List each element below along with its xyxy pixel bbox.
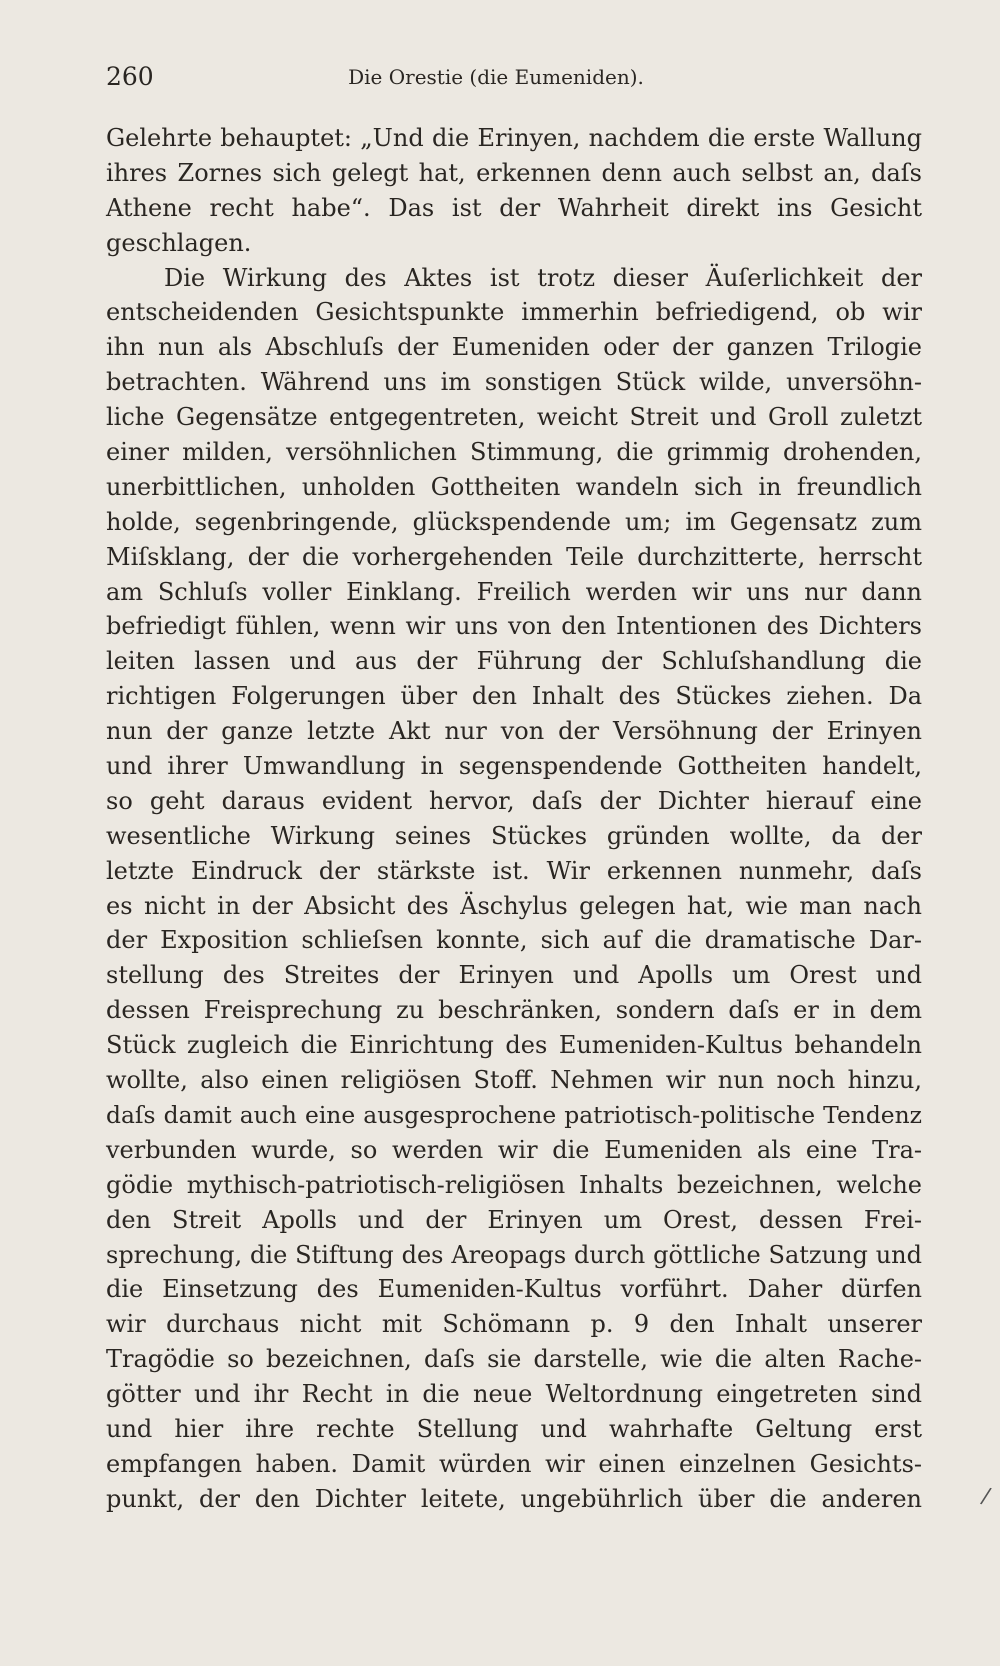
text-line: es nicht in der Absicht des Äschylus gelegen hat, wie man nach (106, 891, 922, 920)
text-line: der Exposition schlieſsen konnte, sich auf die dramatische Dar- (106, 926, 922, 955)
body-text (106, 121, 922, 1517)
text-line: Stück zugleich die Einrichtung des Eumeniden-Kultus behandeln (106, 1031, 922, 1060)
paragraph-start-line: Die Wirkung des Aktes ist trotz dieser Äuſerlichkeit der (164, 263, 922, 292)
page-number: 260 (106, 62, 154, 91)
text-line: liche Gegensätze entgegentreten, weicht Streit und Groll zuletzt (106, 403, 922, 432)
text-line: ihres Zornes sich gelegt hat, erkennen denn auch selbst an, daſs (106, 158, 922, 187)
text-line: Athene recht habe“. Das ist der Wahrheit direkt ins Gesicht (106, 193, 922, 222)
text-line: dessen Freisprechung zu beschränken, sondern daſs er in dem (106, 996, 922, 1025)
text-line: den Streit Apolls und der Erinyen um Orest, dessen Frei- (106, 1205, 922, 1234)
page-header (106, 62, 922, 102)
text-line: leiten lassen und aus der Führung der Schluſshandlung die (106, 647, 922, 676)
text-line: einer milden, versöhnlichen Stimmung, die grimmig drohenden, (106, 438, 922, 467)
text-line: und ihrer Umwandlung in segenspendende Gottheiten handelt, (106, 752, 922, 781)
text-line: daſs damit auch eine ausgesprochene patriotisch-politische Tendenz (106, 1100, 922, 1129)
text-line: Miſsklang, der die vorhergehenden Teile durchzitterte, herrscht (106, 542, 922, 571)
text-line: nun der ganze letzte Akt nur von der Versöhnung der Erinyen (106, 717, 922, 746)
text-line: befriedigt fühlen, wenn wir uns von den Intentionen des Dichters (106, 612, 922, 641)
text-line: so geht daraus evident hervor, daſs der Dichter hierauf eine (106, 786, 922, 815)
text-line: wesentliche Wirkung seines Stückes gründen wollte, da der (106, 821, 922, 850)
text-line: Gelehrte behauptet: „Und die Erinyen, nachdem die erste Wallung (106, 124, 922, 152)
running-title: Die Orestie (die Eumeniden). (348, 65, 644, 89)
text-line: die Einsetzung des Eumeniden-Kultus vorführt. Daher dürfen (106, 1275, 922, 1304)
text-line: geschlagen. (106, 228, 252, 257)
text-line: am Schluſs voller Einklang. Freilich werden wir uns nur dann (106, 577, 922, 606)
text-line: punkt, der den Dichter leitete, ungebührlich über die anderen (106, 1484, 922, 1513)
text-line: holde, segenbringende, glückspendende um; im Gegensatz zum (106, 507, 922, 536)
text-line: entscheidenden Gesichtspunkte immerhin befriedigend, ob wir (106, 298, 922, 327)
text-line: ihn nun als Abschluſs der Eumeniden oder der ganzen Trilogie (106, 333, 922, 362)
text-line: empfangen haben. Damit würden wir einen einzelnen Gesichts- (106, 1449, 922, 1478)
text-line: Tragödie so bezeichnen, daſs sie darstelle, wie die alten Rache- (106, 1345, 922, 1374)
text-line: richtigen Folgerungen über den Inhalt des Stückes ziehen. Da (106, 682, 922, 711)
text-line: wir durchaus nicht mit Schömann p. 9 den Inhalt unserer (106, 1310, 922, 1339)
text-line: unerbittlichen, unholden Gottheiten wandeln sich in freundlich (106, 472, 922, 501)
text-line: verbunden wurde, so werden wir die Eumeniden als eine Tra- (106, 1135, 922, 1164)
text-line: sprechung, die Stiftung des Areopags durch göttliche Satzung und (106, 1240, 922, 1269)
text-line: wollte, also einen religiösen Stoff. Nehmen wir nun noch hinzu, (106, 1066, 922, 1095)
text-line: stellung des Streites der Erinyen und Apolls um Orest und (106, 961, 922, 990)
text-line: betrachten. Während uns im sonstigen Stück wilde, unversöhn- (106, 368, 922, 397)
text-line: götter und ihr Recht in die neue Weltordnung eingetreten sind (106, 1380, 922, 1409)
text-line: letzte Eindruck der stärkste ist. Wir erkennen nunmehr, daſs (106, 856, 922, 885)
text-line: gödie mythisch-patriotisch-religiösen Inhalts bezeichnen, welche (106, 1170, 922, 1199)
text-line: und hier ihre rechte Stellung und wahrhafte Geltung erst (106, 1414, 922, 1443)
margin-pencil-mark: / (978, 1483, 993, 1510)
